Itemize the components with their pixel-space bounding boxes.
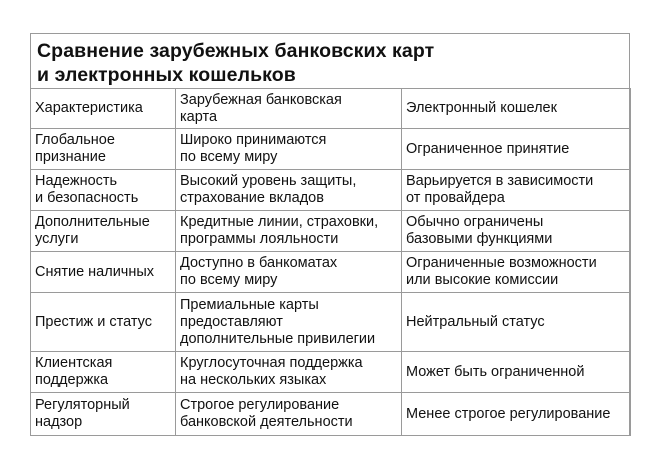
table-row [31,252,631,293]
row-label-cell [31,170,176,211]
cell-text-line: Электронный кошелек [406,100,557,116]
table-title-line-2: и электронных кошельков [37,64,296,86]
cell-text-line: поддержка [35,372,109,388]
cell-text-line: на нескольких языках [180,372,327,388]
cell-text-line: Клиентская [35,355,113,371]
cell-text-line: Кредитные линии, страховки, [180,214,379,230]
header-row [31,89,631,129]
row-label-cell [31,211,176,252]
e-wallet-cell [402,352,631,393]
e-wallet-cell [402,170,631,211]
cell-text-line: Круглосуточная поддержка [180,355,363,371]
cell-text-line: Регуляторный [35,397,130,414]
bank-card-cell [176,252,402,293]
table-row [31,170,631,211]
cell-text-line: Дополнительные [35,214,150,230]
row-label-cell [31,252,176,293]
e-wallet-cell [402,252,631,293]
comparison-table [30,88,631,436]
cell-text-line: Доступно в банкоматах [180,255,338,271]
table-row [31,393,631,436]
row-label-cell [31,393,176,436]
bank-card-cell [176,211,402,252]
cell-text-line: Снятие наличных [35,263,155,280]
table-row [31,129,631,170]
cell-text-line: предоставляют [180,313,283,330]
cell-text-line: Премиальные карты [180,296,319,313]
comparison-table-frame [30,33,630,436]
cell-text-line: банковской деятельности [180,414,353,431]
e-wallet-cell [402,393,631,436]
row-label-cell [31,352,176,393]
bank-card-cell [176,170,402,211]
bank-card-cell [176,129,402,170]
bank-card-cell [176,293,402,352]
e-wallet-cell [402,293,631,352]
table-row [31,352,631,393]
cell-text-line: Менее строгое регулирование [406,405,611,422]
cell-text-line: от провайдера [406,190,505,206]
table-title-line-1: Сравнение зарубежных банковских карт [37,40,435,62]
e-wallet-cell [402,129,631,170]
header-cell-characteristic [31,89,176,129]
cell-text-line: Высокий уровень защиты, [180,173,357,189]
cell-text-line: Характеристика [35,100,143,116]
table-row [31,293,631,352]
cell-text-line: карта [180,108,218,125]
cell-text-line: услуги [35,231,79,247]
row-label-cell [31,293,176,352]
header-cell-e-wallet [402,89,631,129]
cell-text-line: Глобальное [35,132,115,148]
table-title [31,34,629,88]
cell-text-line: Ограниченное принятие [406,140,570,157]
cell-text-line: Широко принимаются [180,132,327,148]
header-cell-bank-card [176,89,402,129]
cell-text-line: Строгое регулирование [180,397,340,414]
bank-card-cell [176,393,402,436]
bank-card-cell [176,352,402,393]
cell-text-line: Обычно ограничены [406,214,544,230]
cell-text-line: страхование вкладов [180,190,324,206]
cell-text-line: дополнительные привилегии [180,330,376,347]
cell-text-line: Надежность [35,173,118,189]
cell-text-line: Может быть ограниченной [406,363,585,380]
cell-text-line: базовыми функциями [406,231,553,247]
row-label-cell [31,129,176,170]
cell-text-line: и безопасность [35,190,139,206]
cell-text-line: программы лояльности [180,231,339,247]
table-row [31,211,631,252]
cell-text-line: признание [35,149,106,165]
cell-text-line: по всему миру [180,149,278,165]
cell-text-line: Нейтральный статус [406,313,545,330]
e-wallet-cell [402,211,631,252]
cell-text-line: Ограниченные возможности [406,255,597,271]
cell-text-line: или высокие комиссии [406,272,559,288]
cell-text-line: надзор [35,414,83,431]
cell-text-line: Варьируется в зависимости [406,173,594,189]
cell-text-line: Зарубежная банковская [180,91,342,108]
cell-text-line: по всему миру [180,272,278,288]
cell-text-line: Престиж и статус [35,313,153,330]
